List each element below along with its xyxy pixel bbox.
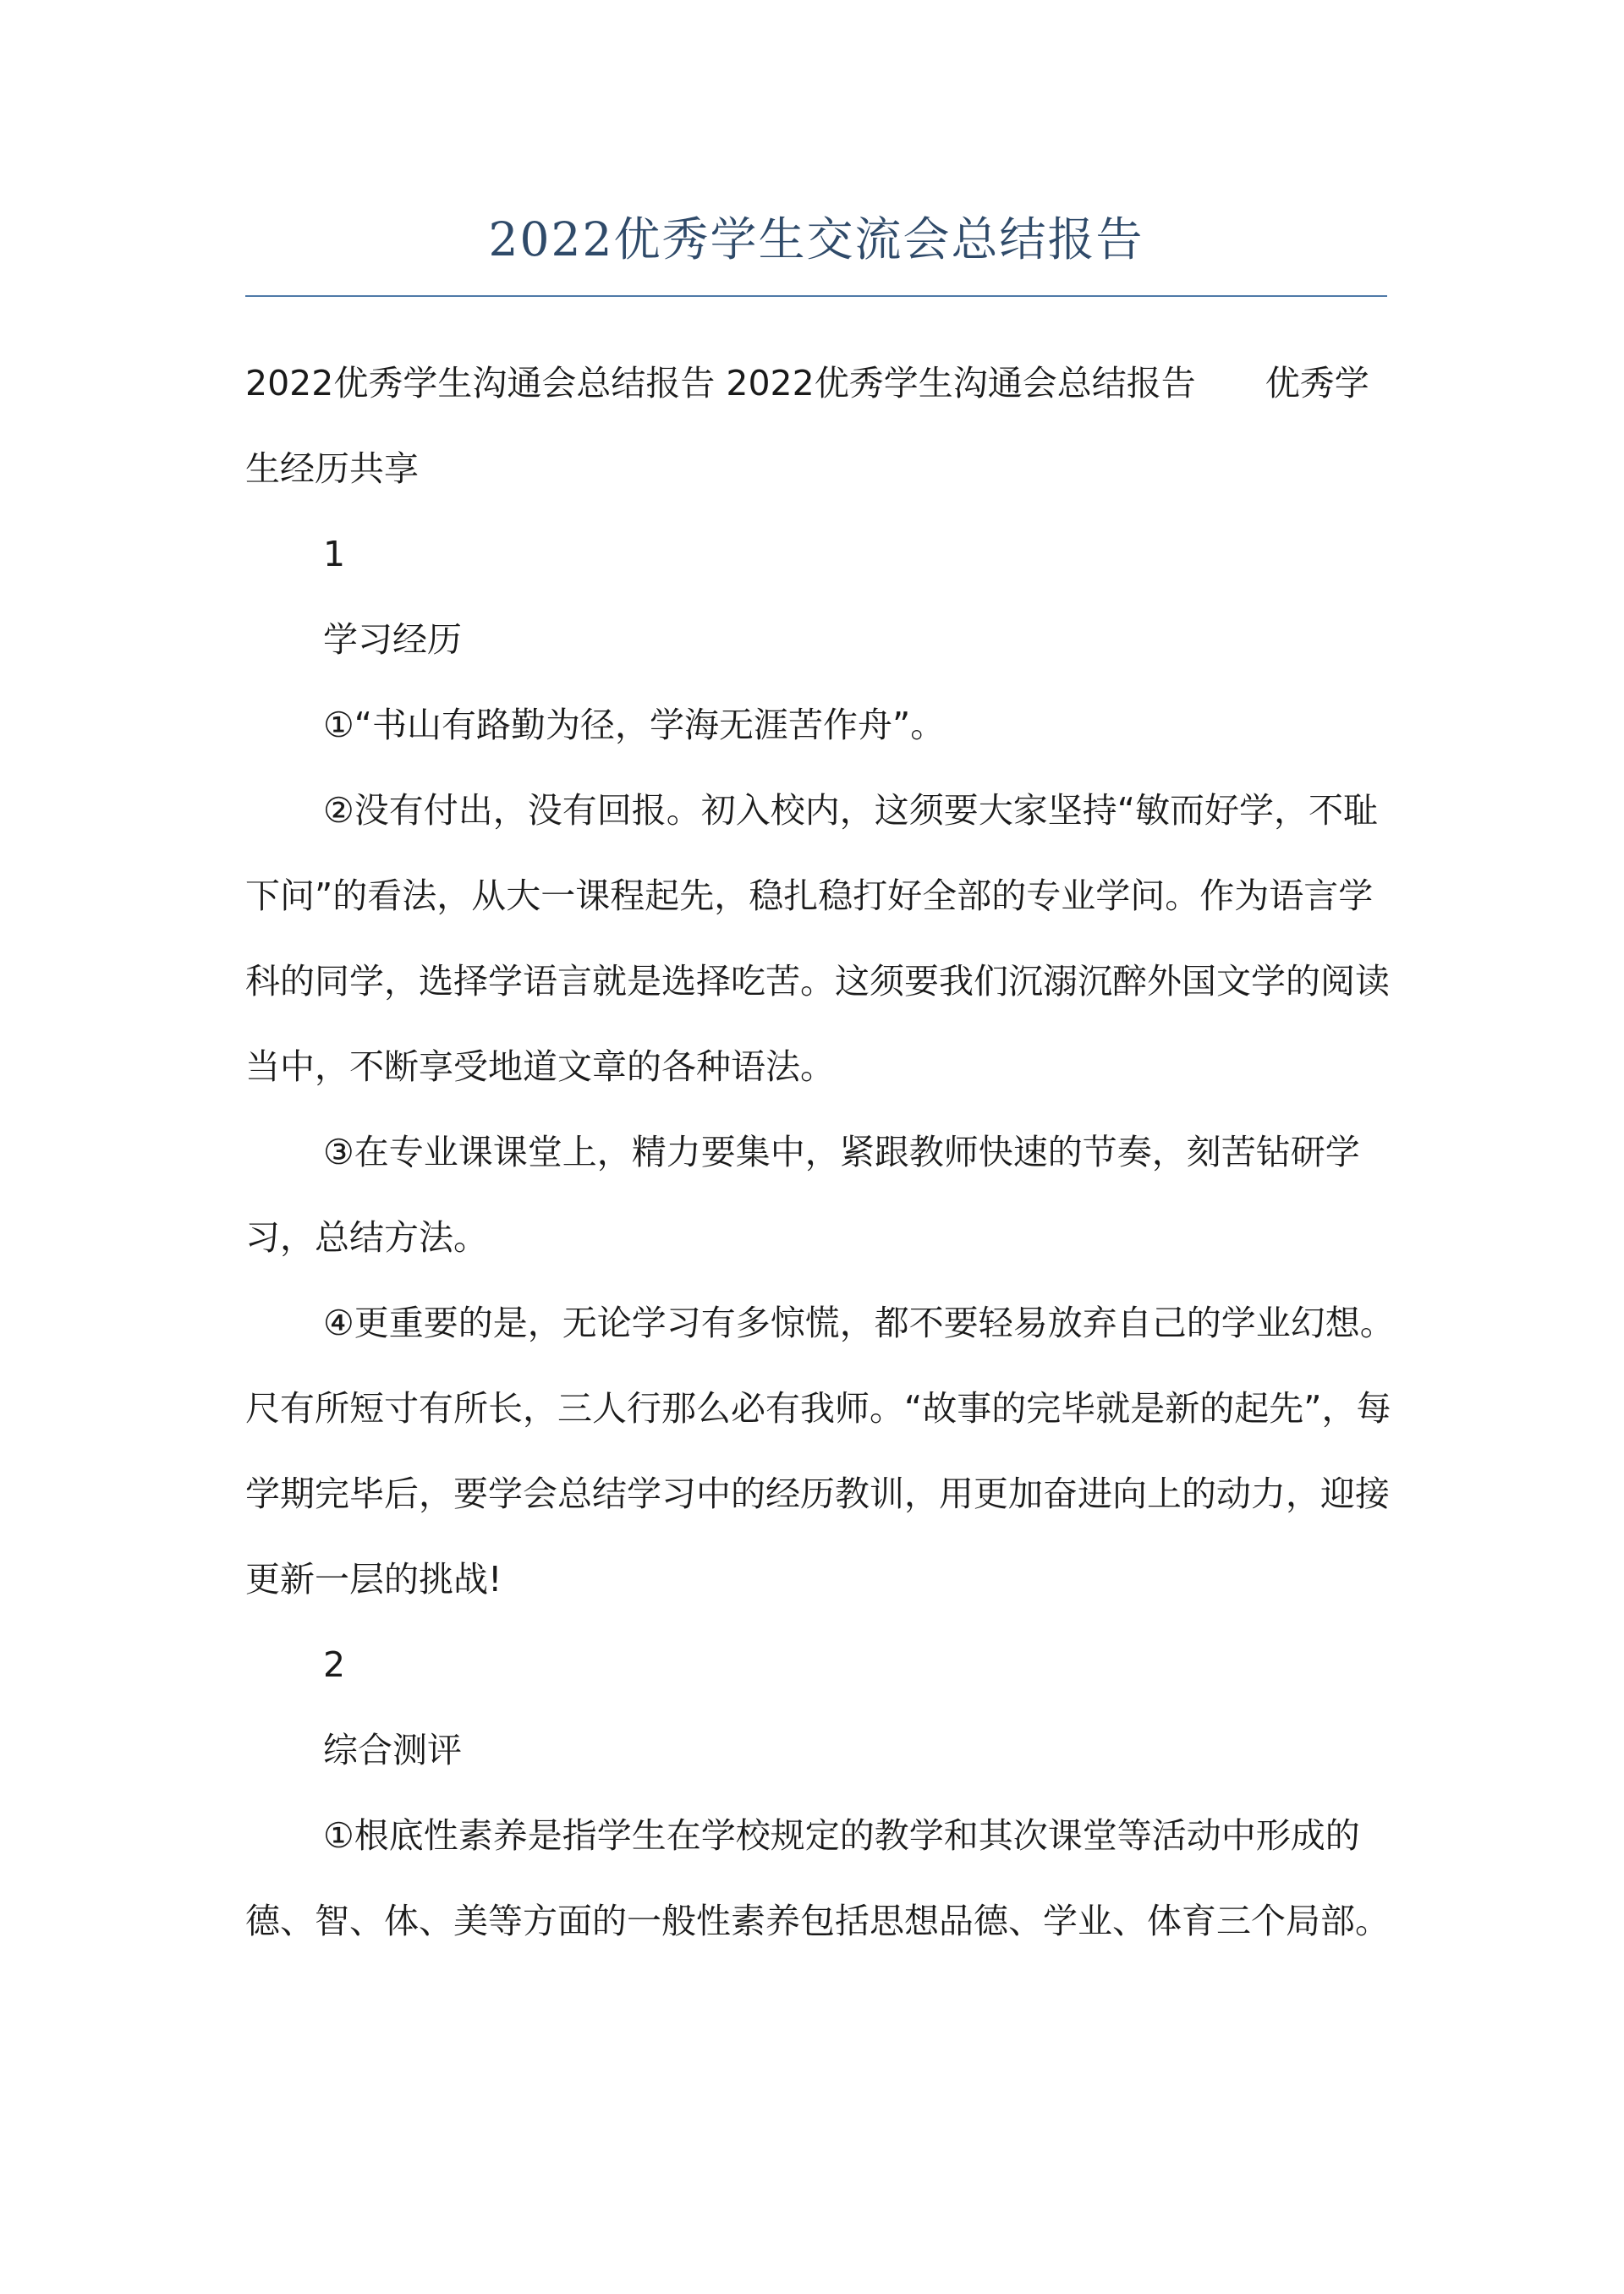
title-divider — [245, 295, 1387, 297]
document-title: 2022优秀学生交流会总结报告 — [488, 212, 1144, 266]
body-paragraph: ①根底性素养是指学生在学校规定的教学和其次课堂等活动中形成的德、智、体、美等方面的一般性素养包括思想品德、学业、体育三个局部。 — [245, 1815, 1390, 1941]
body-paragraph: ④更重要的是，无论学习有多惊慌，都不要轻易放弃自己的学业幻想。尺有所短寸有所长，三人行那么必有我师。“故事的完毕就是新的起先”，每学期完毕后，要学会总结学习中的经历教训，用更加奋进向上的动力，迎接更新一层的挑战! — [245, 1303, 1395, 1600]
section-number: 2 — [323, 1644, 346, 1685]
section-heading: 学习经历 — [323, 619, 462, 660]
document-body — [245, 341, 1396, 1964]
body-paragraph: ③在专业课课堂上，精力要集中，紧跟教师快速的节奏，刻苦钻研学习，总结方法。 — [245, 1132, 1360, 1258]
section-heading: 综合测评 — [323, 1730, 462, 1770]
intro-paragraph: 2022优秀学生沟通会总结报告 2022优秀学生沟通会总结报告 优秀学生经历共享 — [245, 363, 1369, 489]
body-paragraph: ②没有付出，没有回报。初入校内，这须要大家坚持“敏而好学，不耻下问”的看法，从大一课程起先，稳扎稳打好全部的专业学问。作为语言学科的同学，选择学语言就是选择吃苦。这须要我们沉溺沉醉外国文学的阅读当中，不断享受地道文章的各种语法。 — [245, 790, 1390, 1087]
body-paragraph: ①“书山有路勤为径，学海无涯苦作舟”。 — [323, 705, 946, 745]
section-number: 1 — [323, 534, 346, 574]
